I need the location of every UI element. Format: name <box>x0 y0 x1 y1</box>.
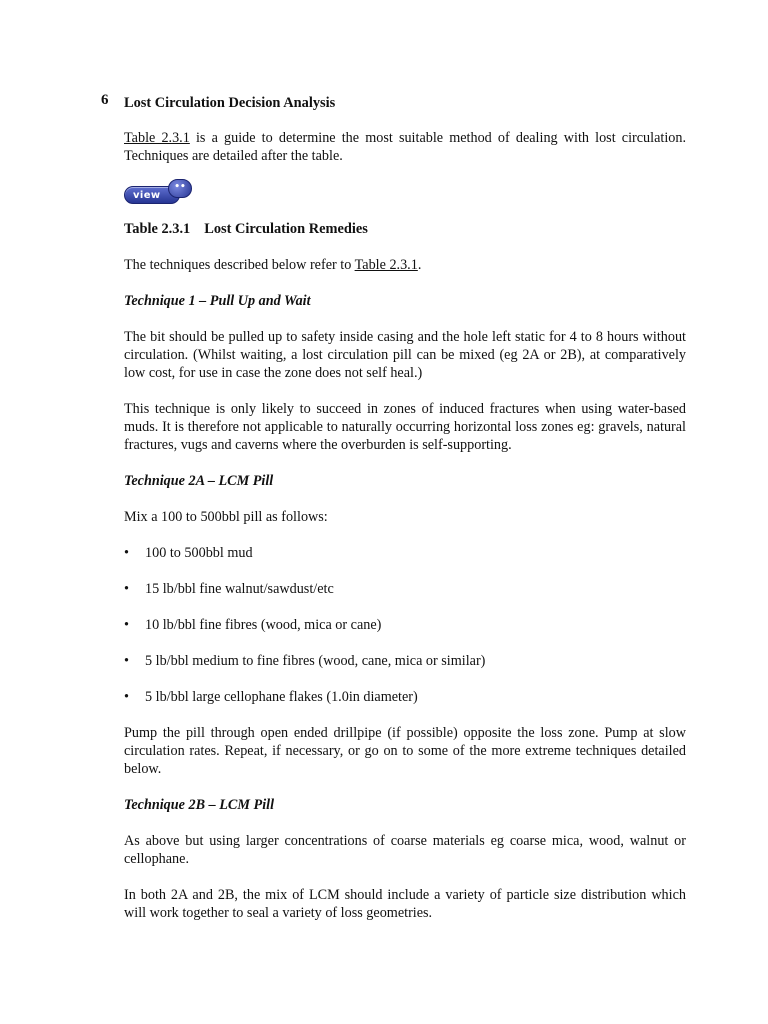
technique2b-paragraph-2: In both 2A and 2B, the mix of LCM should include a variety of particle size distribution which will work together to seal a variety of loss geometries. <box>124 887 686 921</box>
technique2b-paragraph-1: As above but using larger concentrations of coarse materials eg coarse mica, wood, walnut or cellophane. <box>124 833 686 867</box>
bullet-icon: • <box>124 653 129 669</box>
list-item <box>124 544 686 562</box>
list-item <box>124 652 686 670</box>
list-item <box>124 688 686 706</box>
table-caption-title: Lost Circulation Remedies <box>204 221 368 237</box>
section-title: Lost Circulation Decision Analysis <box>124 95 336 111</box>
refer-text: The techniques described below refer to <box>124 257 355 273</box>
list-item <box>124 580 686 598</box>
technique2a-instructions: Pump the pill through open ended drillpipe (if possible) opposite the loss zone. Pump at slow circulation rates. Repeat, if necessary, or go on to some of the more extreme techniques detailed below. <box>124 725 686 777</box>
lcm-ingredient-list <box>124 544 686 706</box>
list-item-text: 5 lb/bbl medium to fine fibres (wood, cane, mica or similar) <box>145 653 486 669</box>
technique1-title: Technique 1 – Pull Up and Wait <box>124 293 311 309</box>
table-caption <box>124 220 686 238</box>
list-item-text: 10 lb/bbl fine fibres (wood, mica or cane) <box>145 617 382 633</box>
list-item-text: 100 to 500bbl mud <box>145 545 253 561</box>
technique1-paragraph-2: This technique is only likely to succeed in zones of induced fractures when using water-based muds. It is therefore not applicable to naturally occurring horizontal loss zones eg: gravels, natural fractures, vugs and caverns where the overburden is self-supporting. <box>124 401 686 453</box>
intro-paragraph <box>124 129 686 165</box>
section-number: 6 <box>101 92 109 108</box>
technique1-paragraph-1: The bit should be pulled up to safety inside casing and the hole left static for 4 to 8 hours without circulation. (Whilst waiting, a lost circulation pill can be mixed (eg 2A or 2B), at comparatively low cost, for use in case the zone does not self heal.) <box>124 329 686 381</box>
list-item-text: 5 lb/bbl large cellophane flakes (1.0in diameter) <box>145 689 418 705</box>
technique2a-title: Technique 2A – LCM Pill <box>124 473 274 489</box>
technique2b-title: Technique 2B – LCM Pill <box>124 797 275 813</box>
document-body <box>124 94 686 922</box>
table-caption-label: Table 2.3.1 <box>124 221 191 237</box>
bullet-icon: • <box>124 581 129 597</box>
refer-period: . <box>417 257 422 273</box>
refer-paragraph <box>124 256 686 274</box>
bullet-icon: • <box>124 617 129 633</box>
bullet-icon: • <box>124 545 129 561</box>
view-button-row <box>124 179 686 208</box>
intro-text: is a guide to determine the most suitable method of dealing with lost circulation. Techniques are detailed after the table. <box>124 130 686 164</box>
list-item-text: 15 lb/bbl fine walnut/sawdust/etc <box>145 581 334 597</box>
table-link[interactable]: Table 2.3.1 <box>354 257 418 273</box>
speech-bubble-icon: •• <box>168 179 192 198</box>
list-item <box>124 616 686 634</box>
view-button[interactable] <box>124 179 190 203</box>
bullet-icon: • <box>124 689 129 705</box>
table-link[interactable]: Table 2.3.1 <box>124 130 190 146</box>
technique2a-intro: Mix a 100 to 500bbl pill as follows: <box>124 509 328 525</box>
view-button-label: view <box>133 190 161 201</box>
